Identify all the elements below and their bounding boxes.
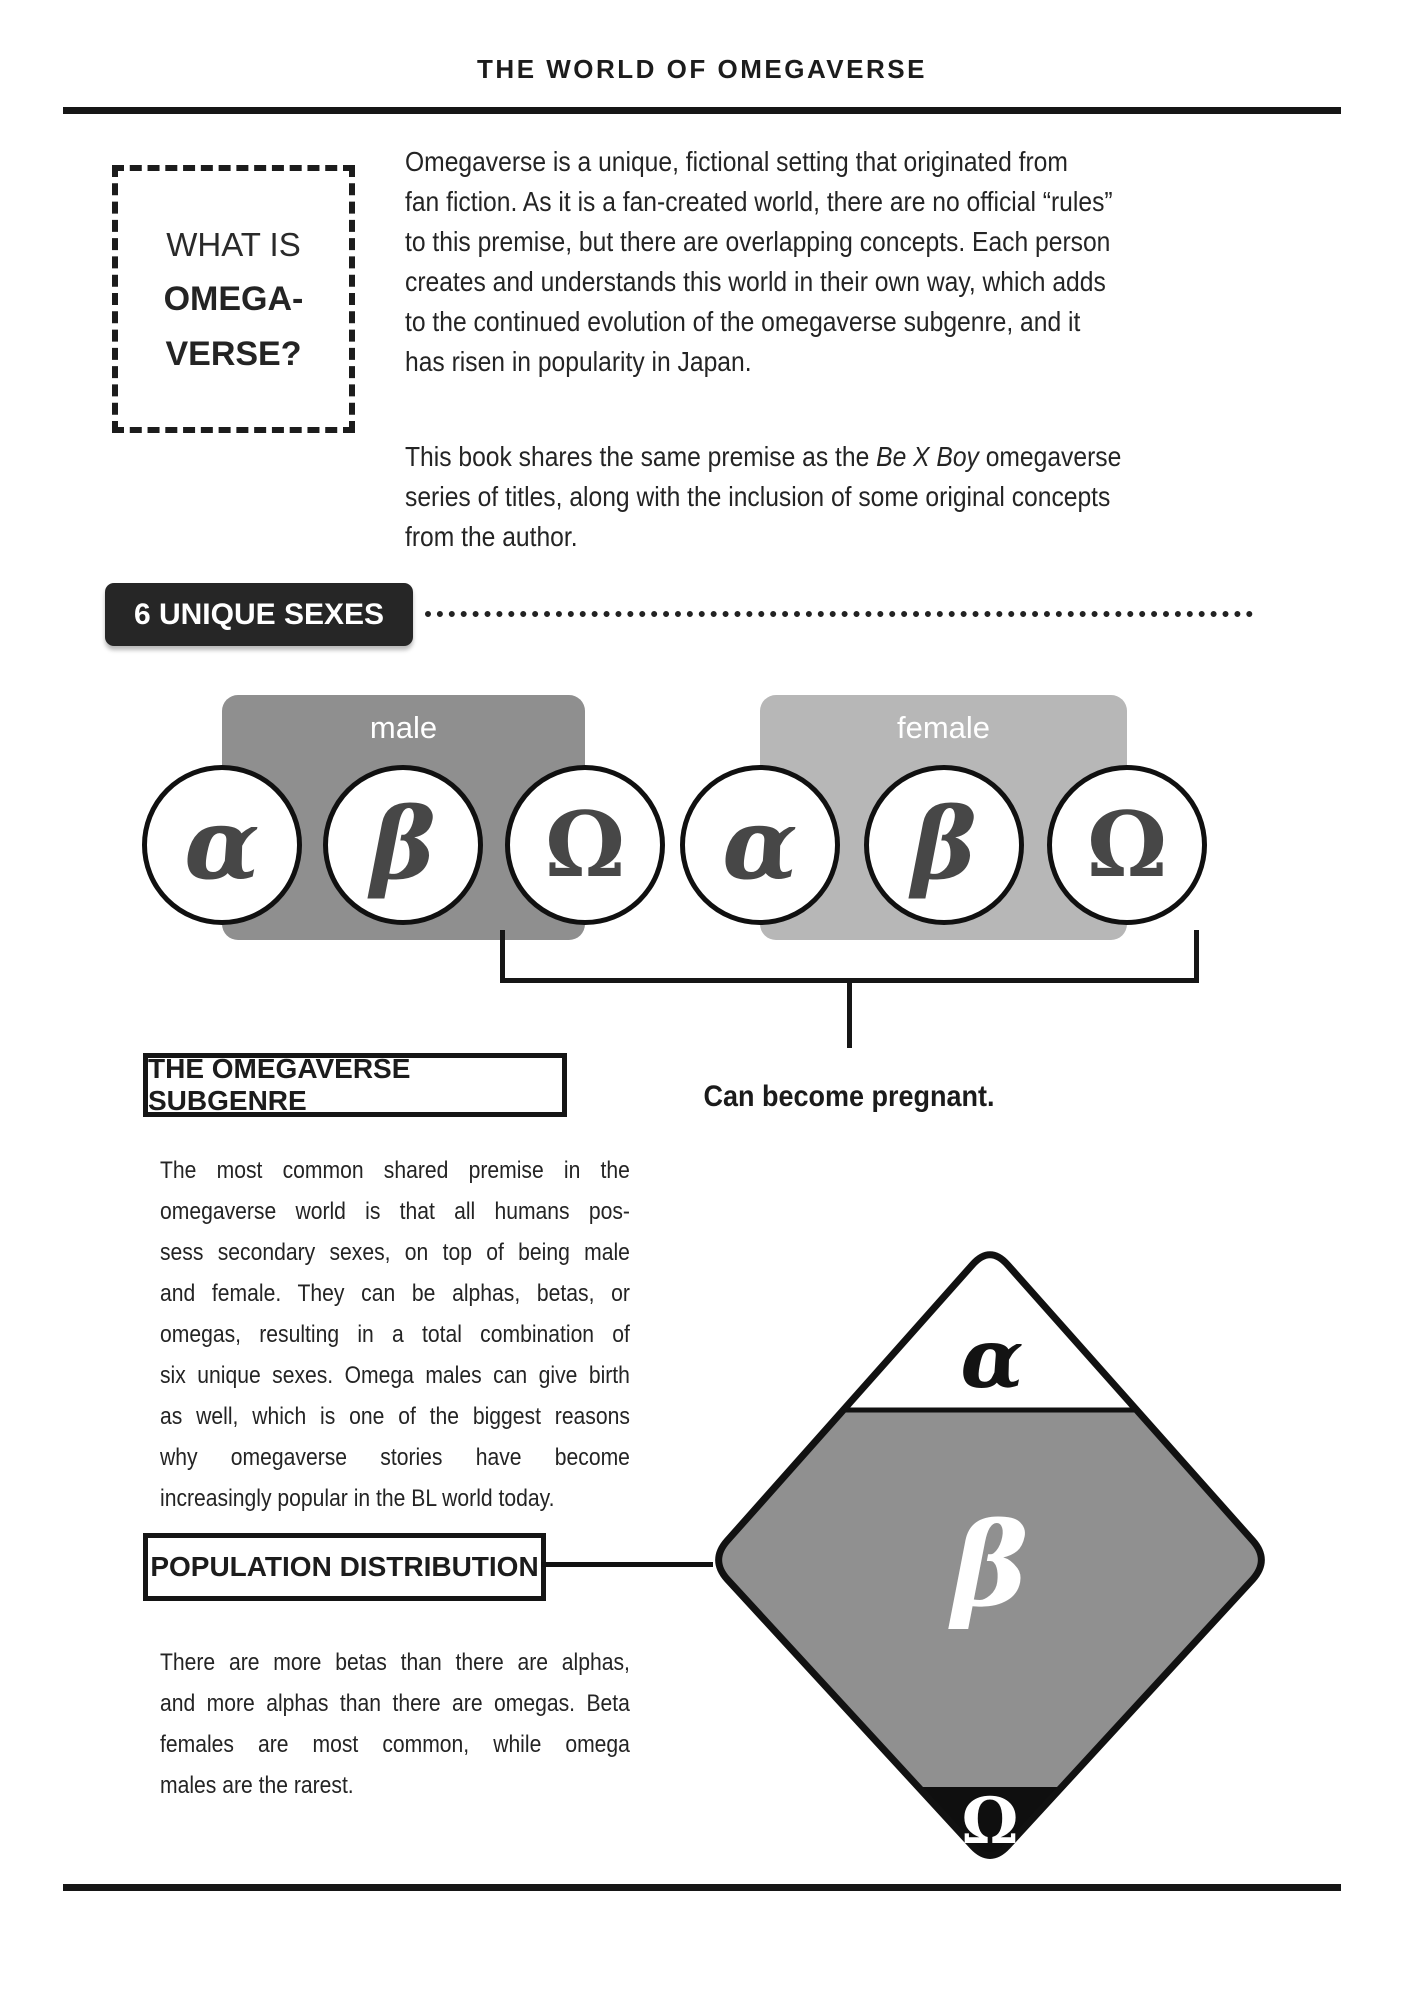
bracket-right-tick [1194,930,1199,983]
beta-symbol: β [911,787,977,902]
intro-paragraph-1 [405,142,1241,382]
paragraph-line: increasingly popular in the BL world today. [160,1485,555,1512]
book-series-title: Be X Boy [876,441,979,472]
top-rule [63,107,1341,114]
subgenre-heading-box [143,1053,567,1117]
bracket-center-stub [847,978,852,1048]
paragraph-line: The most common shared premise in the [160,1157,630,1184]
male-beta-circle [323,765,483,925]
bottom-rule [63,1884,1341,1891]
pyramid-alpha-symbol: α [960,1311,1024,1407]
population-pyramid [690,1235,1290,1875]
female-omega-circle [1047,765,1207,925]
male-alpha-circle [142,765,302,925]
paragraph-line: why omegaverse stories have become [160,1444,630,1471]
paragraph-text: omegaverse [978,441,1122,472]
dotted-leader-line [425,611,1253,617]
pyramid-omega-symbol: Ω [961,1784,1019,1859]
paragraph-line: females are most common, while omega [160,1731,630,1758]
female-beta-circle [864,765,1024,925]
paragraph-line: omegas, resulting in a total combination of [160,1321,630,1348]
paragraph-line: creates and understands this world in their own way, which adds [405,266,1106,297]
population-heading: POPULATION DISTRIBUTION [150,1551,539,1582]
beta-symbol: β [370,787,436,902]
paragraph-line: to the continued evolution of the omegaverse subgenre, and it [405,306,1081,337]
pregnant-caption: Can become pregnant. [703,1080,995,1113]
paragraph-line: has risen in popularity in Japan. [405,346,752,377]
whatis-box [112,165,355,433]
paragraph-line: six unique sexes. Omega males can give birth [160,1362,630,1389]
omega-symbol: Ω [1086,792,1168,898]
paragraph-line: There are more betas than there are alphas, [160,1649,630,1676]
paragraph-line: sess secondary sexes, on top of being male [160,1239,630,1266]
paragraph-line [405,437,1241,477]
omega-symbol: Ω [544,792,626,898]
whatis-line-2: OMEGA- [163,279,304,318]
paragraph-line: and female. They can be alphas, betas, or [160,1280,630,1307]
paragraph-line: Omegaverse is a unique, fictional setting that originated from [405,146,1068,177]
female-alpha-circle [680,765,840,925]
alpha-symbol: α [722,787,798,902]
page-title: THE WORLD OF OMEGAVERSE [477,54,927,84]
section-label-unique-sexes: 6 UNIQUE SEXES [105,583,413,646]
population-paragraph [160,1642,630,1806]
bracket-left-tick [500,930,505,983]
intro-paragraph-2 [405,437,1241,557]
whatis-line-3: VERSE? [165,334,302,373]
male-omega-circle [505,765,665,925]
paragraph-line: omegaverse world is that all humans pos- [160,1198,630,1225]
female-group-label: female [896,710,991,745]
paragraph-line: to this premise, but there are overlapping concepts. Each person [405,226,1111,257]
subgenre-heading: THE OMEGAVERSE SUBGENRE [148,1053,411,1116]
whatis-line-1: WHAT IS [166,225,301,263]
paragraph-line: and more alphas than there are omegas. Beta [160,1690,630,1717]
paragraph-text: This book shares the same premise as the [405,441,877,472]
male-group-label: male [369,710,438,745]
population-connector-line [541,1562,713,1567]
alpha-symbol: α [184,787,260,902]
population-heading-box [143,1533,546,1601]
paragraph-line: from the author. [405,521,578,552]
pyramid-beta-symbol: β [951,1498,1029,1633]
paragraph-line: fan fiction. As it is a fan-created world, there are no official “rules” [405,186,1113,217]
paragraph-line: as well, which is one of the biggest reasons [160,1403,630,1430]
subgenre-paragraph [160,1150,630,1519]
paragraph-line: males are the rarest. [160,1772,354,1799]
paragraph-line: series of titles, along with the inclusion of some original concepts [405,481,1111,512]
